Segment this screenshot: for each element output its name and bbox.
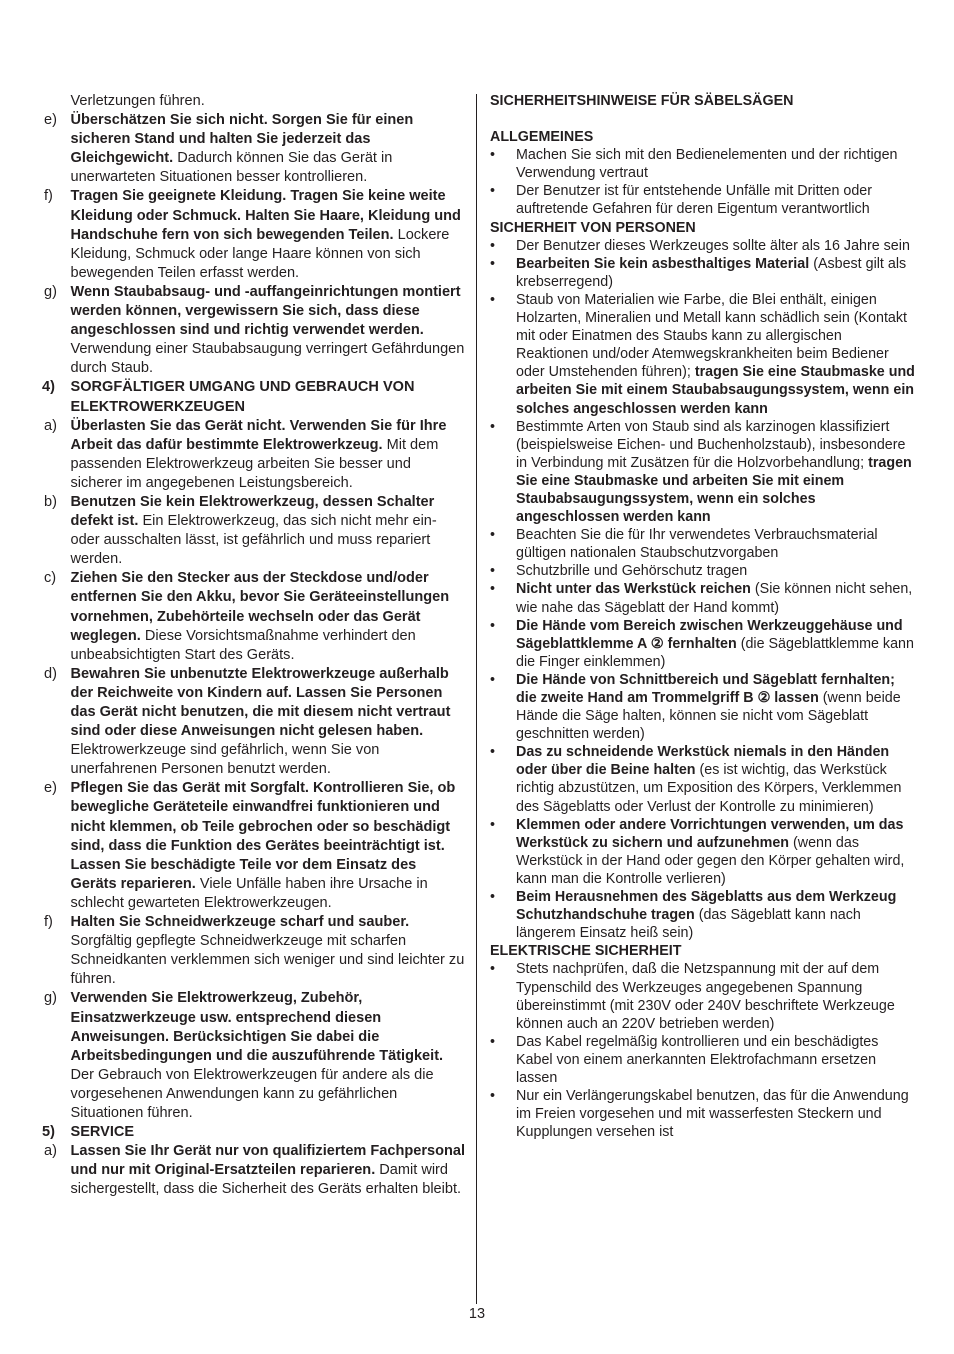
instruction-f-clothing bbox=[42, 187, 466, 282]
bullet-item bbox=[490, 526, 918, 562]
bullet-item bbox=[490, 562, 918, 580]
instruction-bold: Tragen Sie geeignete Kleidung. Tragen Sie keine weite Kleidung oder Schmuck. Halten Sie Haare, Kleidung und Handschuhe fern von sich bewegenden Teilen. bbox=[70, 188, 461, 243]
section-title: SERVICE bbox=[70, 1124, 135, 1141]
bullet-icon: • bbox=[490, 147, 496, 164]
bullet-bold: Bearbeiten Sie kein asbesthaltiges Material bbox=[516, 255, 810, 272]
bullet-text: (Sie können nicht sehen, wie nahe das Sägeblatt der Hand kommt) bbox=[516, 581, 913, 616]
item-label: f) bbox=[44, 188, 53, 205]
bullet-icon: • bbox=[490, 1088, 496, 1105]
instruction-text: Der Gebrauch von Elektrowerkzeugen für andere als die vorgesehenen Anwendungen kann zu gefährlichen Situationen führen. bbox=[70, 1066, 434, 1121]
instruction-d-storage bbox=[42, 665, 466, 780]
instruction-text: Mit dem passenden Elektrowerkzeug arbeiten Sie besser und sicherer im angegebenen Leistungsbereich. bbox=[70, 436, 439, 491]
instruction-g-dust-extraction bbox=[42, 283, 466, 378]
general-heading: ALLGEMEINES bbox=[490, 129, 594, 146]
instruction-bold: Bewahren Sie unbenutzte Elektrowerkzeuge außerhalb der Reichweite von Kindern auf. Lassen Sie Personen das Gerät nicht benutzen, die mit diesem nicht vertraut sind oder diese Anweisungen nicht gelesen haben. bbox=[70, 665, 451, 740]
item-label: c) bbox=[44, 570, 57, 587]
item-label: f) bbox=[44, 914, 53, 931]
instruction-bold: Verwenden Sie Elektrowerkzeug, Zubehör, Einsatzwerkzeuge usw. entsprechend diesen Anweisungen. Berücksichtigen Sie dabei die Arbeitsbedingungen und die auszuführende Tätigkeit. bbox=[70, 990, 444, 1064]
bullet-text: Machen Sie sich mit den Bedienelementen und der richtigen Verwendung vertraut bbox=[516, 147, 898, 182]
bullet-bold: Klemmen oder andere Vorrichtungen verwenden, um das Werkstück zu sichern und aufzunehmen bbox=[516, 816, 904, 851]
item-label: e) bbox=[44, 112, 57, 129]
item-label: d) bbox=[44, 665, 57, 682]
bullet-icon: • bbox=[490, 581, 496, 598]
bullet-text: (wenn beide Hände die Säge halten, können sie nicht vom Sägeblatt geschnitten werden) bbox=[516, 690, 901, 743]
page-number: 13 bbox=[468, 1306, 486, 1322]
bullet-bold: Die Hände von Schnittbereich und Sägeblatt fernhalten; die zweite Hand am Trommelgriff B ② lassen bbox=[516, 671, 895, 706]
instruction-bold: Pflegen Sie das Gerät mit Sorgfalt. Kontrollieren Sie, ob bewegliche Geräteteile einwandfrei funktionieren und nicht klemmen, ob Teile gebrochen oder so beschädigt sind, dass die Funktion des Gerätes beeinträchtigt ist. Lassen Sie beschädigte Teile vor dem Einsatz des Geräts reparieren. bbox=[70, 780, 456, 892]
bullet-icon: • bbox=[490, 889, 496, 906]
instruction-bold: Wenn Staubabsaug- und -auffangeinrichtungen montiert werden können, vergewissern Sie sich, dass diese angeschlossen sind und richtig verwendet werden. bbox=[70, 283, 461, 339]
bullet-bold: Beim Herausnehmen des Sägeblatts aus dem Werkzeug Schutzhandschuhe tragen bbox=[516, 889, 897, 924]
instruction-e-maintenance bbox=[42, 779, 466, 913]
item-label: a) bbox=[44, 417, 57, 434]
bullet-item bbox=[490, 960, 918, 1032]
bullet-item bbox=[490, 888, 918, 942]
bullet-icon: • bbox=[490, 183, 496, 200]
bullet-text: (es ist wichtig, das Werkstück richtig abzustützen, um Exposition des Körpers, Verklemmen des Sägeblatts oder Verlust der Kontrolle zu minimieren) bbox=[516, 762, 902, 815]
bullet-item bbox=[490, 255, 918, 291]
section-4-heading bbox=[42, 378, 466, 416]
instruction-a-overload bbox=[42, 417, 466, 493]
bullet-icon: • bbox=[490, 671, 496, 688]
instruction-text: Sorgfältig gepflegte Schneidwerkzeuge mit scharfen Schneidkanten verklemmen sich weniger und sind leichter zu führen. bbox=[70, 933, 465, 988]
bullet-icon: • bbox=[490, 744, 496, 761]
instruction-bold: Lassen Sie Ihr Gerät nur von qualifiziertem Fachpersonal und nur mit Original-Ersatzteilen reparieren. bbox=[70, 1143, 465, 1179]
instruction-c-plug bbox=[42, 569, 466, 664]
bullet-bold: tragen Sie eine Staubmaske und arbeiten Sie mit einem Staubabsaugungssystem, wenn ein solches angeschlossen werden kann bbox=[516, 454, 912, 526]
instruction-text: Damit wird sichergestellt, dass die Sicherheit des Geräts erhalten bleibt. bbox=[70, 1162, 462, 1198]
bullet-text: Bestimmte Arten von Staub sind als karzinogen klassifiziert (beispielsweise Eichen- und Buchenholzstaub), insbesondere in Verbindung mit Zusätzen für die Holzvorbehandlung; bbox=[516, 418, 906, 471]
bullet-icon: • bbox=[490, 816, 496, 833]
bullet-text: Der Benutzer dieses Werkzeuges sollte älter als 16 Jahre sein bbox=[516, 237, 910, 254]
bullet-icon: • bbox=[490, 418, 496, 435]
bullet-icon: • bbox=[490, 255, 496, 272]
bullet-icon: • bbox=[490, 563, 496, 580]
column-divider bbox=[476, 94, 477, 1304]
bullet-item bbox=[490, 1087, 918, 1141]
instruction-bold: Überschätzen Sie sich nicht. Sorgen Sie für einen sicheren Stand und halten Sie jederzeit das Gleichgewicht. bbox=[70, 112, 414, 167]
bullet-item bbox=[490, 617, 918, 671]
instruction-text: Lockere Kleidung, Schmuck oder lange Haare können von sich bewegenden Teilen erfasst werden. bbox=[70, 226, 450, 281]
bullet-icon: • bbox=[490, 291, 496, 308]
bullet-item bbox=[490, 418, 918, 527]
instruction-text: Diese Vorsichtsmaßnahme verhindert den unbeabsichtigten Start des Geräts. bbox=[70, 627, 416, 663]
instruction-f-cutting-tools bbox=[42, 913, 466, 989]
bullet-item bbox=[490, 182, 918, 218]
bullet-text: (Asbest gilt als krebserregend) bbox=[516, 255, 907, 290]
bullet-item bbox=[490, 743, 918, 815]
left-column bbox=[42, 92, 466, 1199]
instruction-text: Viele Unfälle haben ihre Ursache in schlecht gewarteten Elektrowerkzeugen. bbox=[70, 875, 428, 911]
bullet-text: (wenn das Werkstück in der Hand oder gegen den Körper gehalten wird, kann man die Kontrolle verlieren) bbox=[516, 834, 905, 887]
section-title: SORGFÄLTIGER UMGANG UND GEBRAUCH VON ELEKTROWERKZEUGEN bbox=[70, 379, 415, 415]
instruction-text: Verwendung einer Staubabsaugung verringert Gefährdungen durch Staub. bbox=[70, 341, 465, 377]
bullet-icon: • bbox=[490, 527, 496, 544]
bullet-item bbox=[490, 146, 918, 182]
section-number: 4) bbox=[42, 379, 55, 396]
bullet-icon: • bbox=[490, 961, 496, 978]
bullet-item bbox=[490, 671, 918, 743]
section-title: SICHERHEITSHINWEISE FÜR SÄBELSÄGEN bbox=[490, 93, 794, 109]
bullet-text: Der Benutzer ist für entstehende Unfälle mit Dritten oder auftretende Gefahren für deren Eigentum verantwortlich bbox=[516, 183, 873, 218]
electric-heading: ELEKTRISCHE SICHERHEIT bbox=[490, 943, 682, 960]
bullet-text: (das Sägeblatt kann nach längerem Einsatz heiß sein) bbox=[516, 907, 861, 942]
item-label: e) bbox=[44, 780, 57, 797]
instruction-bold: Halten Sie Schneidwerkzeuge scharf und sauber. bbox=[70, 914, 410, 931]
bullet-text: Nur ein Verlängerungskabel benutzen, das für die Anwendung im Freien vorgesehen und mit wasserfesten Steckern und Kupplungen versehen ist bbox=[516, 1088, 909, 1141]
item-label: a) bbox=[44, 1143, 57, 1160]
instruction-a-service bbox=[42, 1142, 466, 1199]
instruction-text: Elektrowerkzeuge sind gefährlich, wenn Sie von unerfahrenen Personen benutzt werden. bbox=[70, 742, 380, 778]
bullet-item bbox=[490, 291, 918, 418]
instruction-text: Ein Elektrowerkzeug, das sich nicht mehr ein- oder ausschalten lässt, ist gefährlich und muss repariert werden. bbox=[70, 513, 437, 568]
bullet-bold: Nicht unter das Werkstück reichen bbox=[516, 581, 751, 598]
bullet-text: Beachten Sie die für Ihr verwendetes Verbrauchsmaterial gültigen nationalen Staubschutzvorgaben bbox=[516, 527, 878, 562]
continued-text: Verletzungen führen. bbox=[70, 93, 205, 109]
bullet-bold: tragen Sie eine Staubmaske und arbeiten Sie mit einem Staubabsaugungssystem, wenn ein solches angeschlossen werden kann bbox=[516, 364, 915, 417]
bullet-item bbox=[490, 237, 918, 255]
bullet-bold: Das zu schneidende Werkstück niemals in den Händen oder über die Beine halten bbox=[516, 744, 890, 779]
bullet-item bbox=[490, 816, 918, 888]
bullet-item bbox=[490, 1033, 918, 1087]
right-column bbox=[490, 92, 918, 1141]
bullet-text: (die Sägeblattklemme kann die Finger einklemmen) bbox=[516, 635, 914, 670]
spacer bbox=[490, 110, 918, 128]
instruction-bold: Ziehen Sie den Stecker aus der Steckdose und/oder entfernen Sie den Akku, bevor Sie Geräteeinstellungen vornehmen, Zubehörteile wechseln oder das Gerät weglegen. bbox=[70, 570, 450, 644]
item-label: g) bbox=[44, 283, 57, 300]
instruction-bold: Benutzen Sie kein Elektrowerkzeug, dessen Schalter defekt ist. bbox=[70, 493, 435, 530]
bullet-icon: • bbox=[490, 1033, 496, 1050]
bullet-item bbox=[490, 580, 918, 616]
bullet-text: Schutzbrille und Gehörschutz tragen bbox=[516, 563, 748, 580]
item-label: g) bbox=[44, 990, 57, 1007]
section-number: 5) bbox=[42, 1124, 55, 1141]
instruction-b-switch bbox=[42, 493, 466, 569]
persons-heading: SICHERHEIT VON PERSONEN bbox=[490, 219, 696, 236]
bullet-text: Das Kabel regelmäßig kontrollieren und ein beschädigtes Kabel von einem anerkannten Elektrofachmann ersetzen lassen bbox=[516, 1033, 879, 1086]
instruction-bold: Überlasten Sie das Gerät nicht. Verwenden Sie für Ihre Arbeit das dafür bestimmte Elektrowerkzeug. bbox=[70, 417, 447, 453]
instruction-e-balance bbox=[42, 111, 466, 187]
bullet-icon: • bbox=[490, 617, 496, 634]
instruction-g-usage bbox=[42, 989, 466, 1123]
item-label: b) bbox=[44, 493, 57, 510]
instruction-text: Dadurch können Sie das Gerät in unerwarteten Situationen besser kontrollieren. bbox=[70, 150, 393, 186]
bullet-text: Stets nachprüfen, daß die Netzspannung mit der auf dem Typenschild des Werkzeuges angegebenen Spannung übereinstimmt (mit 230V oder 240V beschriftete Werkzeuge können auch an 220V betrieben werden) bbox=[516, 961, 895, 1032]
bullet-text: Staub von Materialien wie Farbe, die Blei enthält, einigen Holzarten, Mineralien und Metall kann schädlich sein (Kontakt mit oder Einatmen des Staubs kann zu allergischen Reaktionen und/oder Atemwegskrankheiten beim Bediener oder Umstehenden führen); bbox=[516, 291, 907, 381]
bullet-bold: Die Hände vom Bereich zwischen Werkzeuggehäuse und Sägeblattklemme A ② fernhalten bbox=[516, 617, 903, 652]
bullet-icon: • bbox=[490, 237, 496, 254]
section-5-heading bbox=[42, 1123, 466, 1142]
